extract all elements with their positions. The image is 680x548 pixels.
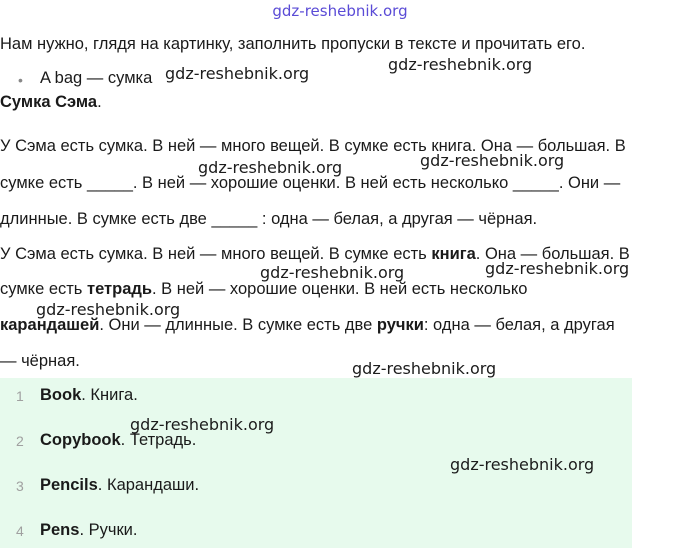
answer-number: 2 — [16, 433, 24, 449]
text-title — [0, 93, 102, 112]
watermark: gdz-reshebnik.org — [450, 455, 595, 474]
filled-text: : одна — белая, а другая — [423, 316, 615, 334]
filled-line-4: — чёрная. — [0, 352, 80, 370]
answer-word-en: Copybook — [40, 431, 121, 449]
answer-word: тетрадь — [87, 280, 152, 298]
answer-translation: . Тетрадь. — [120, 431, 197, 449]
answer-item-3 — [40, 476, 199, 495]
answer-number: 3 — [16, 478, 24, 494]
answer-number: 1 — [16, 388, 24, 404]
filled-line-2 — [0, 280, 527, 299]
filled-text: . Они — длинные. В сумке есть две — [99, 316, 377, 334]
answer-word-en: Pencils — [40, 476, 98, 494]
site-watermark-header: gdz-reshebnik.org — [272, 2, 408, 20]
filled-text: У Сэма есть сумка. В ней — много вещей. В сумке есть — [0, 245, 432, 263]
answer-word: карандашей — [0, 316, 100, 334]
gapped-line-3: длинные. В сумке есть две _____ : одна — белая, а другая — чёрная. — [0, 210, 538, 228]
filled-text: . Она — большая. В — [475, 245, 630, 263]
answer-translation: . Книга. — [81, 386, 138, 404]
watermark: gdz-reshebnik.org — [165, 64, 310, 83]
gapped-line-2: сумке есть _____. В ней — хорошие оценки. В ней есть несколько _____. Они — — [0, 174, 621, 192]
answer-word: ручки — [376, 316, 424, 334]
answer-word-en: Book — [40, 386, 82, 404]
watermark: gdz-reshebnik.org — [485, 259, 630, 278]
task-instruction: Нам нужно, глядя на картинку, заполнить пропуски в тексте и прочитать его. — [0, 35, 586, 53]
answer-word: книга — [431, 245, 476, 263]
title-period: . — [97, 93, 102, 111]
answer-item-4 — [40, 521, 137, 540]
watermark: gdz-reshebnik.org — [260, 263, 405, 282]
gapped-line-1: У Сэма есть сумка. В ней — много вещей. В сумке есть книга. Она — большая. В — [0, 137, 626, 155]
watermark: gdz-reshebnik.org — [130, 415, 275, 434]
watermark: gdz-reshebnik.org — [388, 55, 533, 74]
answer-word-en: Pens — [40, 521, 80, 539]
title-bold: Сумка Сэма — [0, 93, 98, 111]
filled-text: . В ней — хорошие оценки. В ней есть несколько — [152, 280, 528, 298]
filled-text: сумке есть — [0, 280, 87, 298]
vocab-bullet-item: A bag — сумка — [40, 69, 153, 87]
watermark: gdz-reshebnik.org — [352, 359, 497, 378]
answer-translation: . Ручки. — [79, 521, 138, 539]
watermark: gdz-reshebnik.org — [420, 151, 565, 170]
answer-item-1 — [40, 386, 138, 405]
bullet-icon: • — [18, 72, 23, 88]
watermark: gdz-reshebnik.org — [36, 300, 181, 319]
watermark: gdz-reshebnik.org — [198, 158, 343, 177]
answer-translation: . Карандаши. — [97, 476, 200, 494]
answer-number: 4 — [16, 523, 24, 539]
